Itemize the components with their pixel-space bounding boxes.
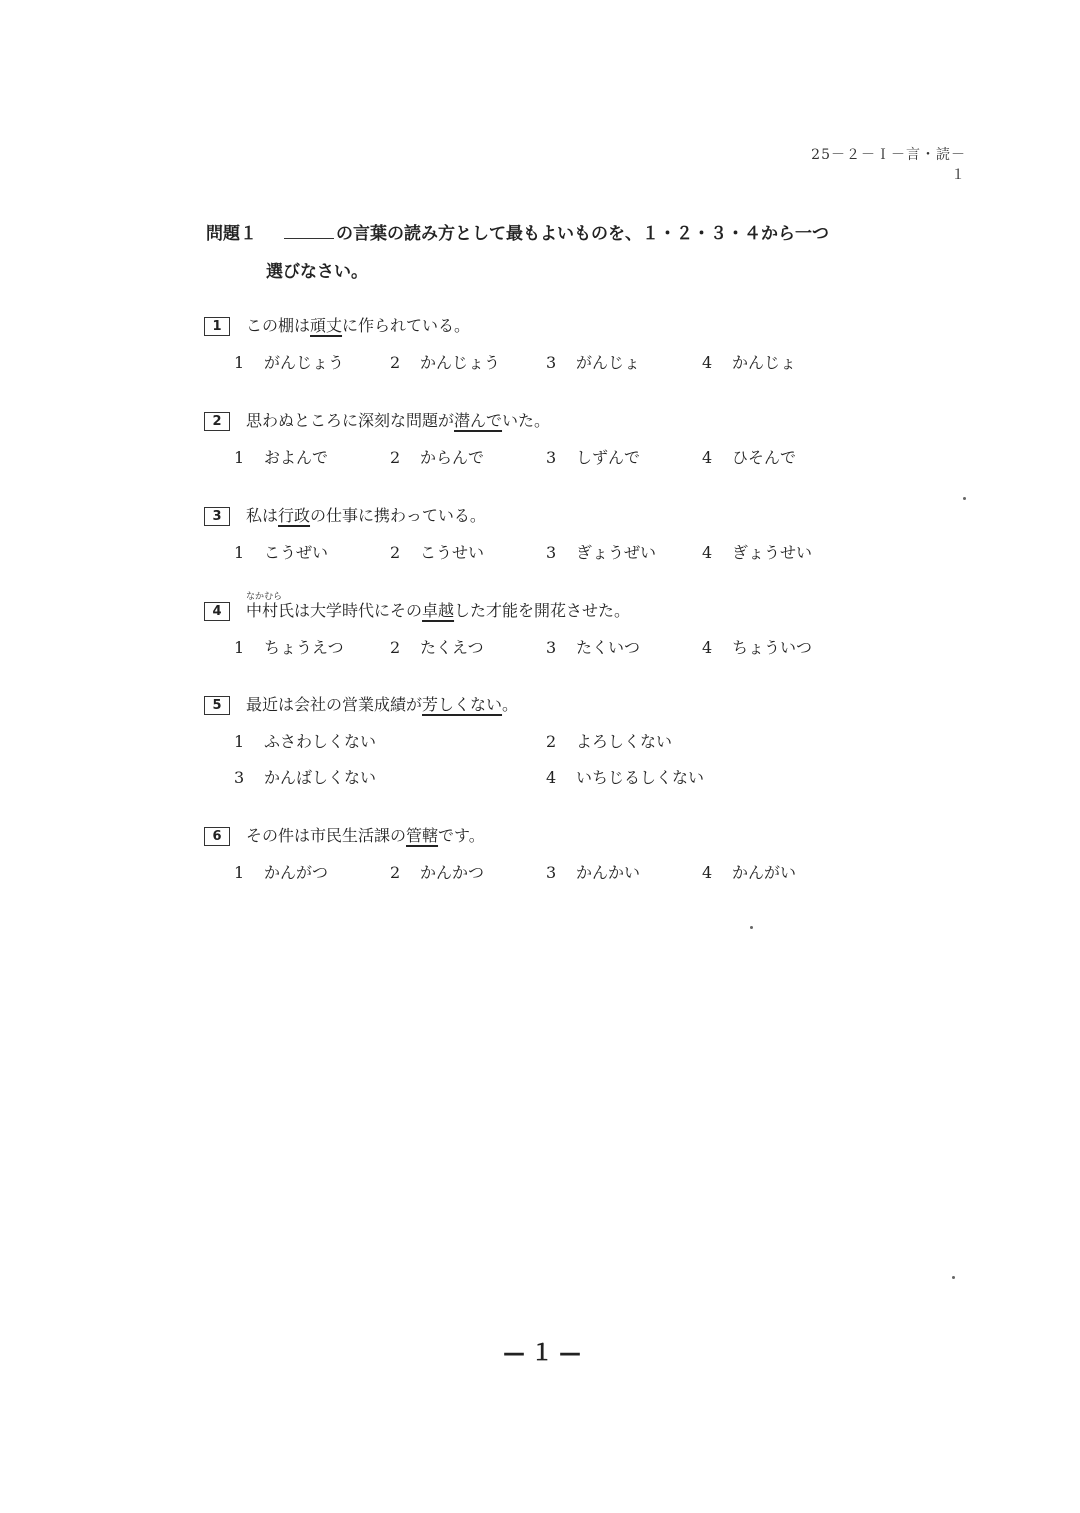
option-number: 1 [234,863,245,882]
option-text: かんじょ [732,353,797,372]
option-4[interactable] [702,350,796,373]
option-3[interactable] [546,350,640,373]
question-5 [204,693,924,795]
option-number: 3 [546,638,557,657]
option-text: ぎょうせい [732,543,813,562]
question-stem [204,504,924,528]
option-number: 1 [234,353,245,372]
option-4[interactable] [702,445,796,468]
question-stem [204,592,924,623]
question-3 [204,504,924,570]
options [204,350,924,380]
option-1[interactable] [234,729,376,752]
option-number: 1 [234,732,245,751]
target-word: 管轄 [406,826,439,845]
option-text: ちょうえつ [264,638,344,657]
option-number: 4 [702,638,713,657]
scan-speck [952,1276,955,1279]
stem-post: いた。 [502,411,551,430]
option-number: 2 [390,638,401,657]
option-text: ふさわしくない [264,732,377,751]
option-1[interactable] [234,540,328,563]
question-1 [204,314,924,380]
option-text: がんじょう [264,353,345,372]
question-6 [204,824,924,890]
option-number: 2 [390,863,401,882]
options [204,860,924,890]
option-4[interactable] [702,860,796,883]
options-row-1 [204,729,924,759]
stem-post: 。 [502,695,519,714]
page-number: —１— [502,1341,587,1366]
question-number-box: 4 [204,602,230,621]
ruby-word [246,592,283,623]
option-number: 1 [234,448,245,467]
option-text: かんじょう [420,353,501,372]
stem-post: です。 [438,826,485,845]
scan-speck [963,497,966,500]
option-2[interactable] [390,445,484,468]
option-text: ちょういつ [732,638,813,657]
stem-post: に作られている。 [342,316,471,335]
instruction-text-2: 選びなさい。 [266,262,368,282]
option-1[interactable] [234,860,328,883]
option-text: しずんで [576,448,641,467]
option-number: 2 [390,353,401,372]
option-2[interactable] [546,729,672,752]
option-text: ひそんで [732,448,797,467]
option-text: がんじょ [576,353,641,372]
question-number-box: 6 [204,827,230,846]
option-text: およんで [264,448,329,467]
options [204,540,924,570]
problem-label: 問題１ [206,224,257,244]
option-2[interactable] [390,860,484,883]
question-stem [204,409,924,433]
stem-post: の仕事に携わっている。 [310,506,486,525]
target-word: 卓越 [422,601,455,620]
option-text: たくえつ [420,638,484,657]
stem-pre: 私は [246,506,279,525]
option-number: 2 [546,732,557,751]
option-3[interactable] [546,635,640,658]
blank-line [284,224,334,239]
question-2 [204,409,924,475]
option-number: 3 [546,543,557,562]
option-text: よろしくない [576,732,673,751]
option-4[interactable] [546,765,704,788]
option-1[interactable] [234,350,344,373]
stem-pre: この棚は [246,316,311,335]
question-stem [204,693,924,717]
target-word: 頑丈 [310,316,343,335]
options [204,445,924,475]
target-word: 潜んで [454,411,503,430]
stem-pre: その件は市民生活課の [246,826,407,845]
option-number: 3 [546,353,557,372]
option-number: 1 [234,543,245,562]
option-2[interactable] [390,540,484,563]
option-number: 3 [546,863,557,882]
option-3[interactable] [546,445,640,468]
stem-pre: 最近は会社の営業成績が [246,695,423,714]
option-number: 1 [234,638,245,657]
stem-pre: 思わぬところに深刻な問題が [246,411,455,430]
option-1[interactable] [234,445,328,468]
option-3[interactable] [546,860,640,883]
scan-speck [750,926,753,929]
option-4[interactable] [702,540,812,563]
option-number: 4 [702,863,713,882]
question-number-box: 5 [204,696,230,715]
option-text: からんで [420,448,485,467]
option-number: 2 [390,448,401,467]
option-text: こうせい [420,543,485,562]
option-text: ぎょうぜい [576,543,657,562]
option-number: 3 [546,448,557,467]
option-number: 4 [702,353,713,372]
instruction-text-1: の言葉の読み方として最もよいものを、１・２・３・４から一つ [336,224,829,244]
option-2[interactable] [390,350,500,373]
option-number: 4 [546,768,557,787]
option-1[interactable] [234,635,344,658]
option-text: かんかつ [420,863,485,882]
option-3[interactable] [546,540,656,563]
option-number: 3 [234,768,245,787]
option-2[interactable] [390,635,484,658]
option-text: かんがつ [264,863,329,882]
question-stem [204,824,924,848]
question-number-box: 2 [204,412,230,431]
option-text: いちじるしくない [576,768,705,787]
target-word: 芳しくない [422,695,503,714]
options [204,635,924,665]
instruction [206,219,829,282]
option-number: 2 [390,543,401,562]
option-3[interactable] [234,765,376,788]
question-4 [204,592,924,665]
option-text: こうぜい [264,543,329,562]
option-text: かんかい [576,863,641,882]
target-word: 行政 [278,506,311,525]
question-number-box: 1 [204,317,230,336]
stem-pre: 氏は大学時代にその [278,601,423,620]
option-4[interactable] [702,635,812,658]
stem-post: した才能を開花させた。 [454,601,631,620]
ruby-base: 中村 [246,601,279,620]
options-row-2 [204,765,924,795]
option-text: かんばしくない [264,768,377,787]
header-code: 25－２－Ｉ－言・読－１ [811,147,966,183]
furigana: なかむら [246,592,283,602]
option-number: 4 [702,543,713,562]
question-stem [204,314,924,338]
option-text: かんがい [732,863,797,882]
option-text: たくいつ [576,638,641,657]
question-number-box: 3 [204,507,230,526]
option-number: 4 [702,448,713,467]
